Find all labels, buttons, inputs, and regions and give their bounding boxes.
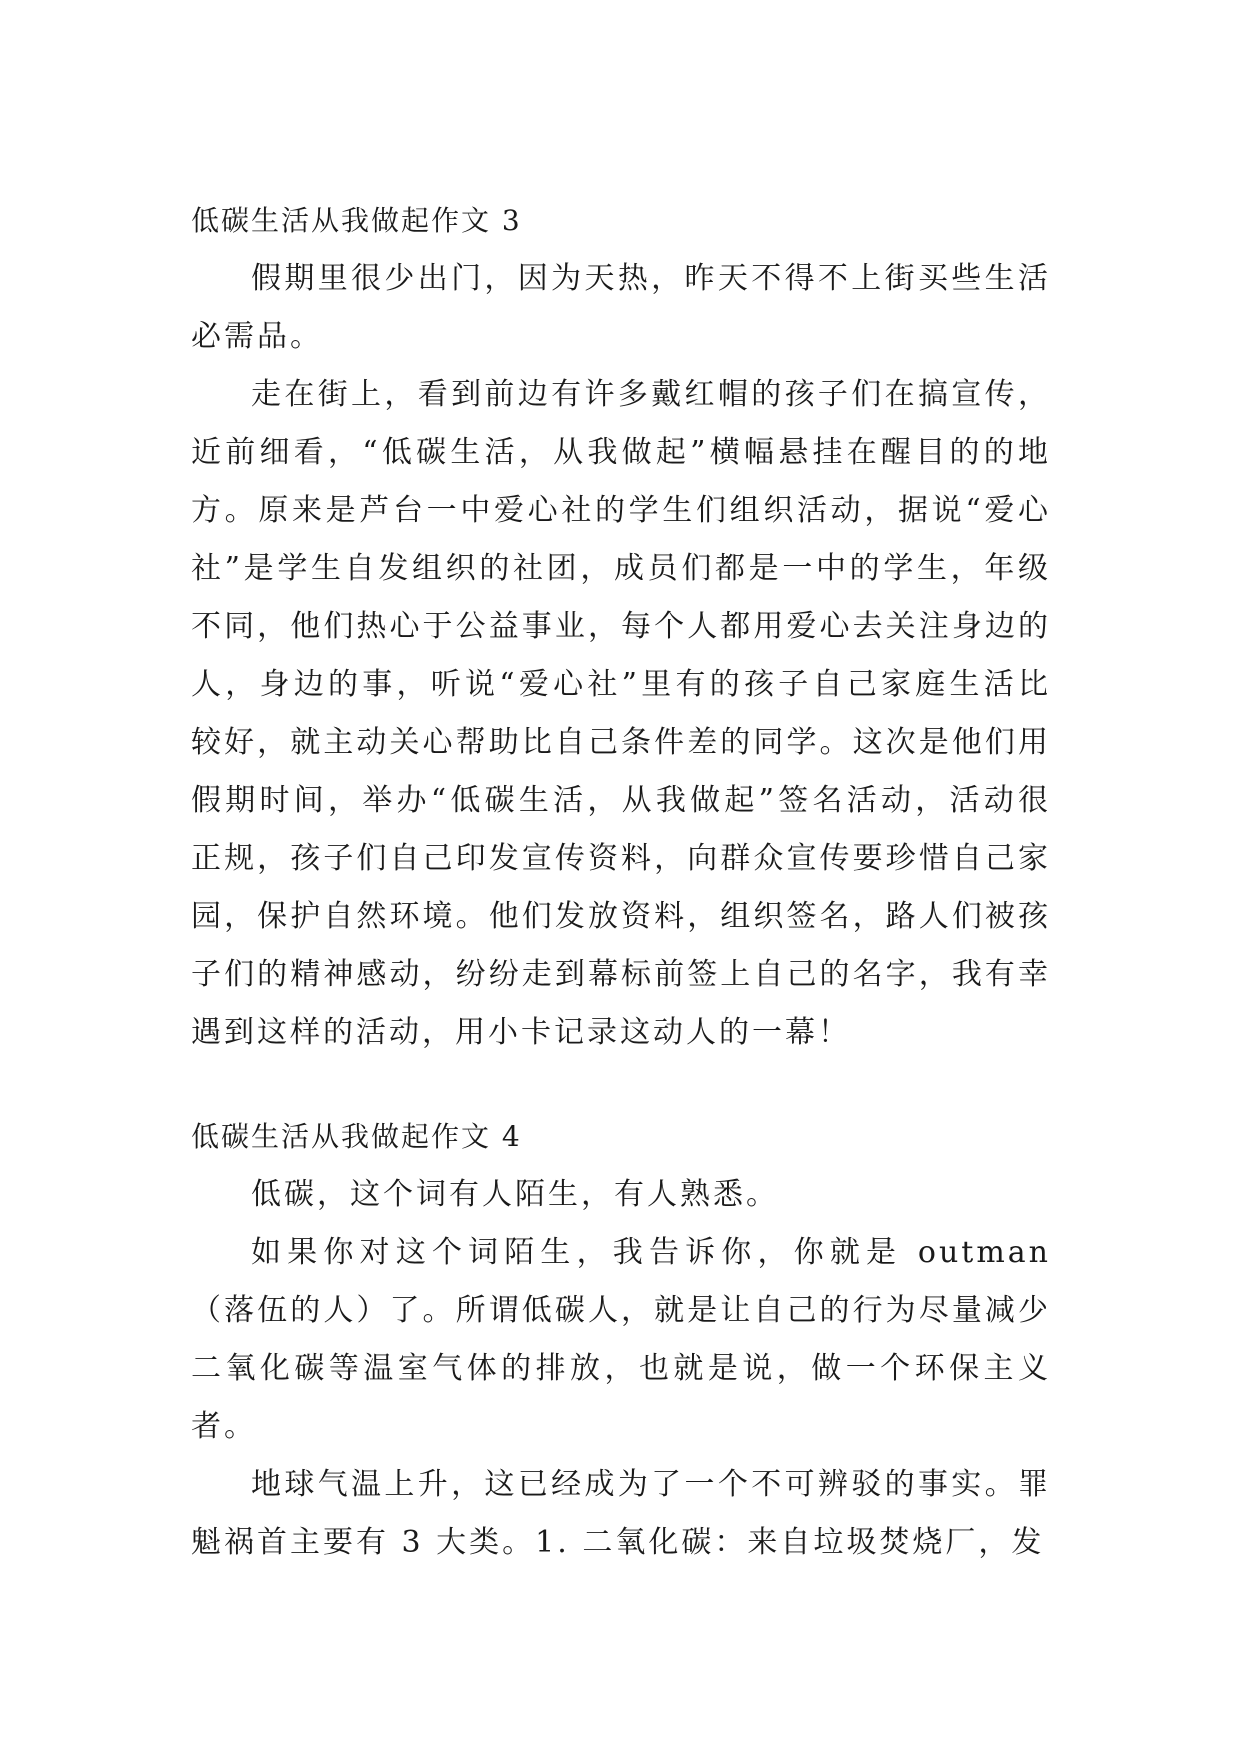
essay-section-4 [191,1108,1051,1572]
paragraph: 走在街上，看到前边有许多戴红帽的孩子们在搞宣传，近前细看，“低碳生活，从我做起”横幅悬挂在醒目的的地方。原来是芦台一中爱心社的学生们组织活动，据说“爱心社”是学生自发组织的社团，成员们都是一中的学生，年级不同，他们热心于公益事业，每个人都用爱心去关注身边的人，身边的事，听说“爱心社”里有的孩子自己家庭生活比较好，就主动关心帮助比自己条件差的同学。这次是他们用假期时间，举办“低碳生活，从我做起”签名活动，活动很正规，孩子们自己印发宣传资料，向群众宣传要珍惜自己家园，保护自然环境。他们发放资料，组织签名，路人们被孩子们的精神感动，纷纷走到幕标前签上自己的名字，我有幸遇到这样的活动，用小卡记录这动人的一幕！ [191,377,1051,1050]
document-content [191,192,1051,1572]
paragraph: 如果你对这个词陌生，我告诉你，你就是 outman（落伍的人）了。所谓低碳人，就是让自己的行为尽量减少二氧化碳等温室气体的排放，也就是说，做一个环保主义者。 [191,1235,1051,1444]
paragraph: 地球气温上升，这已经成为了一个不可辨驳的事实。罪魁祸首主要有 3 大类。1. 二氧化碳：来自垃圾焚烧厂，发 [191,1467,1051,1560]
section-title: 低碳生活从我做起作文 3 [191,204,522,237]
section-title: 低碳生活从我做起作文 4 [191,1120,522,1153]
essay-section-3 [191,192,1051,1062]
paragraph: 假期里很少出门，因为天热，昨天不得不上街买些生活必需品。 [191,261,1051,354]
paragraph: 低碳，这个词有人陌生，有人熟悉。 [251,1177,779,1212]
